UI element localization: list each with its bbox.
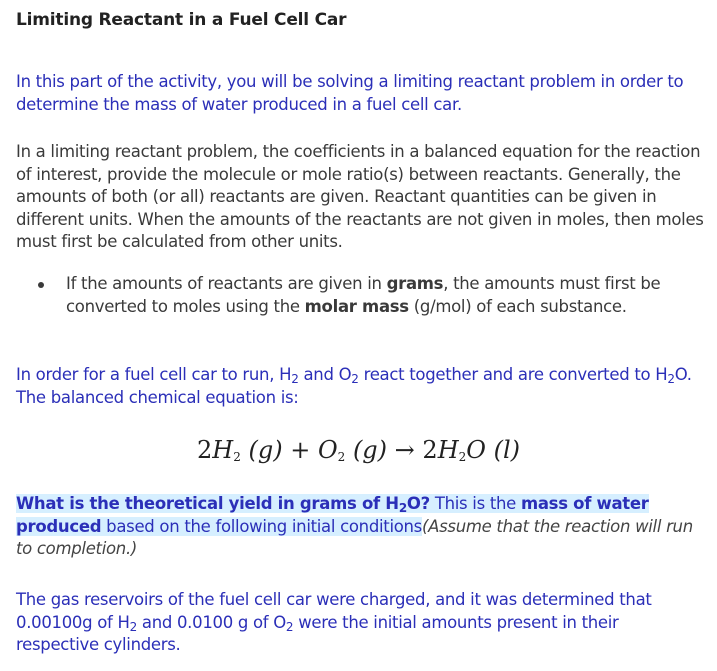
explanation-paragraph: In a limiting reactant problem, the coefficients in a balanced equation for the reaction of interest, provide the molecule or mole ratio(s) between reactants. Generally, the amounts of both (or all) reactants are given. Reactant quantities can be given in different units. When the amounts of the reactants are not given in moles, then moles must first be calculated from other units. [16, 142, 704, 251]
intro-paragraph: In this part of the activity, you will be solving a limiting reactant problem in order to determine the mass of water produced in a fuel cell car. [16, 72, 684, 114]
question-bold-post: O? [406, 494, 430, 513]
question-mid: This is the [429, 494, 521, 513]
reaction-intro-and: and O [298, 365, 352, 384]
bullet-molar-mass: molar mass [304, 296, 409, 316]
eq-hydrogen-sub: 2 [233, 450, 241, 464]
eq-water-oxygen: O [466, 436, 486, 464]
question-rest: based on the following initial conditions [101, 516, 422, 536]
conditions-pre: The gas reservoirs of the fuel cell car were charged, and it was determined that 0.00100g of H [16, 590, 652, 632]
conditions-o2-sub: 2 [285, 619, 294, 634]
eq-gas-2: (g) [352, 436, 388, 464]
question-italic: (Assume that the reaction will run to completion.) [16, 516, 693, 558]
question-bold-pre: What is the theoretical yield in grams of H [16, 494, 399, 513]
eq-gas-1: (g) [248, 436, 283, 464]
bullet-item [66, 273, 696, 318]
eq-oxygen-sub: 2 [337, 450, 346, 464]
o2-subscript: 2 [351, 372, 359, 386]
question-mass-bold: mass of water produced [16, 494, 649, 536]
eq-plus: + [290, 436, 311, 464]
h2-subscript: 2 [291, 372, 299, 386]
reaction-intro-post: react together and are converted to H [358, 365, 668, 384]
h2o-subscript: 2 [667, 372, 675, 386]
bullet-list [16, 273, 696, 318]
eq-water-hydrogen: H [437, 436, 459, 464]
question-bold [16, 494, 430, 513]
conditions-post: were the initial amounts present in their respective cylinders. [16, 612, 619, 654]
eq-oxygen: O [317, 436, 338, 464]
page-title: Limiting Reactant in a Fuel Cell Car [16, 10, 347, 30]
reaction-intro-paragraph [16, 364, 706, 409]
bullet-dot [38, 282, 44, 288]
reaction-intro-end: O. The balanced chemical equation is: [16, 365, 692, 407]
bullet-text-pre: If the amounts of reactants are given in [66, 274, 387, 293]
eq-coefficient-1: 2 [196, 436, 213, 464]
eq-coefficient-2: 2 [422, 436, 438, 464]
conditions-h2-sub: 2 [129, 619, 137, 634]
eq-water-hydrogen-sub: 2 [458, 450, 467, 464]
conditions-paragraph [16, 589, 706, 657]
eq-hydrogen: H [212, 436, 234, 464]
question-paragraph [16, 493, 706, 561]
bullet-grams: grams [386, 274, 444, 293]
bullet-text-post: (g/mol) of each substance. [408, 296, 627, 316]
question-bold-sub: 2 [398, 501, 407, 515]
bullet-text-mid: , the amounts must first be converted to moles using the [66, 274, 661, 316]
reaction-intro-pre: In order for a fuel cell car to run, H [16, 365, 292, 384]
eq-liquid: (l) [493, 436, 521, 464]
balanced-equation [0, 436, 717, 464]
eq-arrow: → [394, 436, 415, 464]
conditions-mid: and 0.0100 g of O [136, 612, 286, 632]
